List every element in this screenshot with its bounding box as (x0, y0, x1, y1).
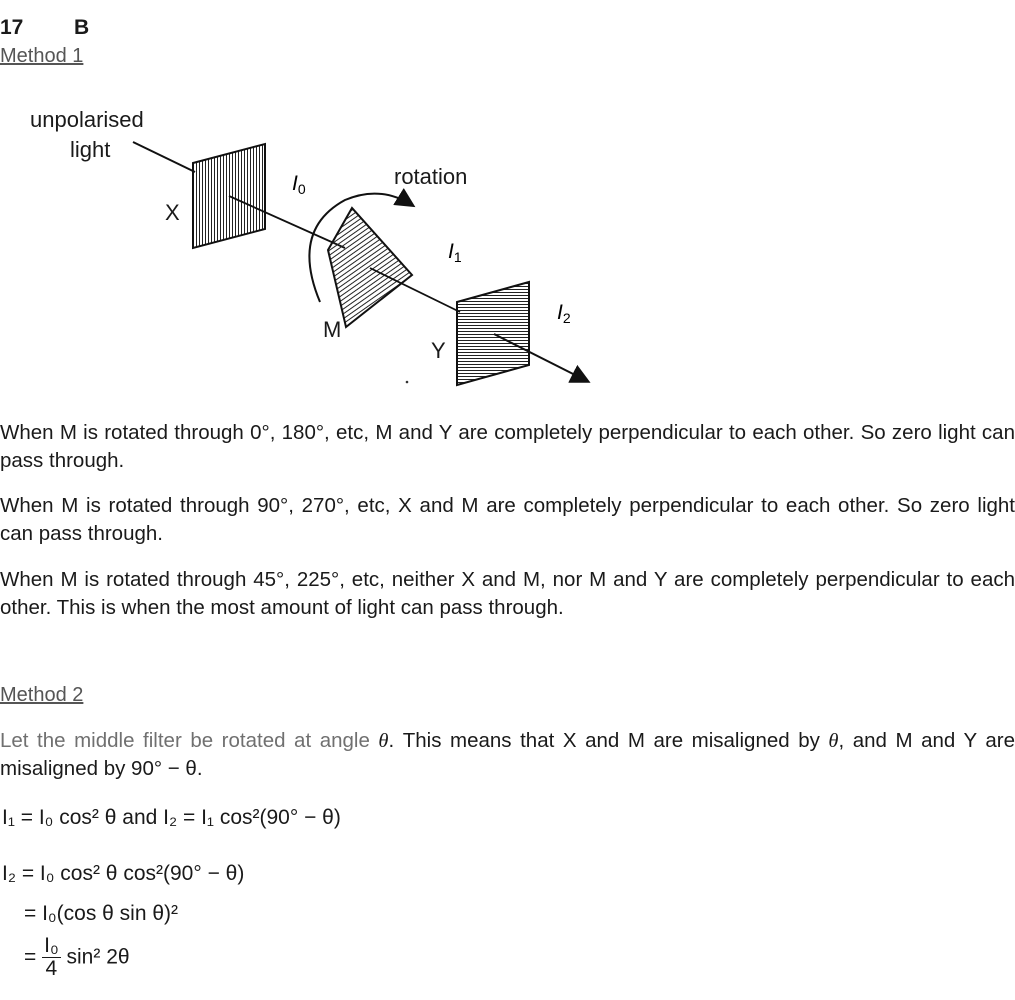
equation-4-denominator: 4 (45, 957, 58, 980)
stray-mark (406, 381, 409, 384)
equation-4-equals: = (24, 945, 37, 969)
label-unpolarised: unpolarised (30, 107, 144, 132)
incoming-light-ray (133, 142, 195, 172)
equation-4-fraction (42, 935, 61, 980)
equation-4 (24, 935, 130, 980)
equation-and: and (116, 806, 164, 829)
equation-4-numerator: I₀ (44, 934, 59, 957)
equation-1 (2, 806, 341, 830)
theta-symbol-1: θ (378, 730, 389, 752)
label-i1-sub: 1 (453, 249, 462, 265)
filter-m (328, 208, 412, 327)
question-answer: B (74, 16, 90, 39)
method1-paragraph-3: When M is rotated through 45°, 225°, etc, neither X and M, nor M and Y are completely perpendicular to each other. This is when the most amount of light can pass through. (0, 568, 1015, 619)
equation-3: = I₀(cos θ sin θ)² (24, 902, 179, 925)
method2-intro-rest2: , and M and Y are misaligned by (0, 729, 1015, 780)
filter-y (457, 282, 529, 385)
method2-intro-lead: Let the middle filter be rotated at angle (0, 729, 379, 752)
method2-intro-end: . (196, 757, 203, 780)
label-i0 (292, 172, 306, 197)
label-i0-sub: 0 (297, 181, 306, 197)
label-i1 (448, 240, 462, 265)
equation-2: I₂ = I₀ cos² θ cos²(90° − θ) (2, 862, 245, 885)
method1-heading: Method 1 (0, 45, 84, 67)
label-light: light (70, 137, 111, 162)
polariser-diagram (0, 0, 1015, 400)
equation-1a: I₁ = I₀ cos² θ (2, 806, 117, 829)
method1-paragraph-2: When M is rotated through 90°, 270°, etc, X and M are completely perpendicular to each other. So zero light can pass through. (0, 494, 1015, 545)
label-i1-letter: I (448, 240, 454, 263)
equation-4-rest: sin² 2θ (66, 945, 130, 969)
method2-intro-rest: . This means that X and M are misaligned by (388, 729, 829, 752)
label-i2 (557, 301, 571, 326)
question-number: 17 (0, 16, 24, 39)
label-m: M (323, 317, 342, 342)
label-x: X (165, 200, 180, 225)
method2-intro (0, 727, 1015, 783)
label-i2-sub: 2 (562, 310, 571, 326)
equation-1b: I₂ = I₁ cos²(90° − θ) (163, 806, 341, 829)
label-y: Y (431, 338, 446, 363)
method1-paragraph-1: When M is rotated through 0°, 180°, etc, M and Y are completely perpendicular to each other. So zero light can pass through. (0, 421, 1015, 472)
label-i2-letter: I (557, 301, 563, 324)
label-rotation: rotation (394, 164, 468, 189)
label-i0-letter: I (292, 172, 298, 195)
method2-heading: Method 2 (0, 684, 84, 706)
method2-intro-angle: 90° − θ (131, 757, 197, 780)
theta-symbol-2: θ (828, 730, 839, 752)
